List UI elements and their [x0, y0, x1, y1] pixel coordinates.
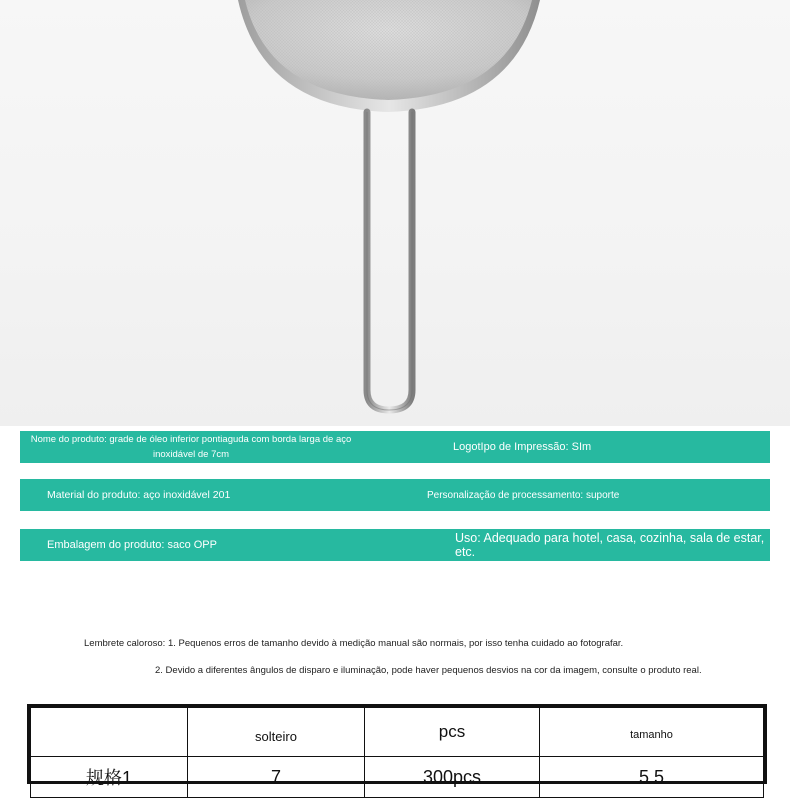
table-cell: 7	[188, 757, 365, 798]
packaging-text: Embalagem do produto: saco OPP	[47, 539, 217, 551]
reminder-note-2: 2. Devido a diferentes ângulos de disparo e iluminação, pode haver pequenos desvios na cor da imagem, consulte o produto real.	[155, 665, 702, 676]
spec-table	[27, 704, 767, 788]
table-cell: 规格1	[31, 757, 188, 798]
info-band-1	[20, 431, 770, 463]
header-cell	[31, 708, 188, 757]
print-logo-text: LogotIpo de Impressão: SIm	[453, 441, 592, 453]
table-row	[31, 757, 764, 798]
header-cell: tamanho	[540, 708, 764, 757]
product-name-text: Nome do produto: grade de óleo inferior pontiaguda com borda larga de aço inoxidável de 7cm	[30, 434, 352, 460]
info-band-3	[20, 529, 770, 561]
table-cell: 300pcs	[365, 757, 540, 798]
reminder-note-1: Lembrete caloroso: 1. Pequenos erros de tamanho devido à medição manual são normais, por isso tenha cuidado ao fotografar.	[84, 638, 624, 649]
header-cell: solteiro	[188, 708, 365, 757]
info-band-2	[20, 479, 770, 511]
material-text: Material do produto: aço inoxidável 201	[47, 489, 231, 501]
header-cell: pcs	[365, 708, 540, 757]
table-cell: 5.5	[540, 757, 764, 798]
customization-text: Personalização de processamento: suporte	[427, 489, 620, 501]
table-header-row	[31, 708, 764, 757]
usage-text: Uso: Adequado para hotel, casa, cozinha, sala de estar, etc.	[455, 531, 765, 559]
